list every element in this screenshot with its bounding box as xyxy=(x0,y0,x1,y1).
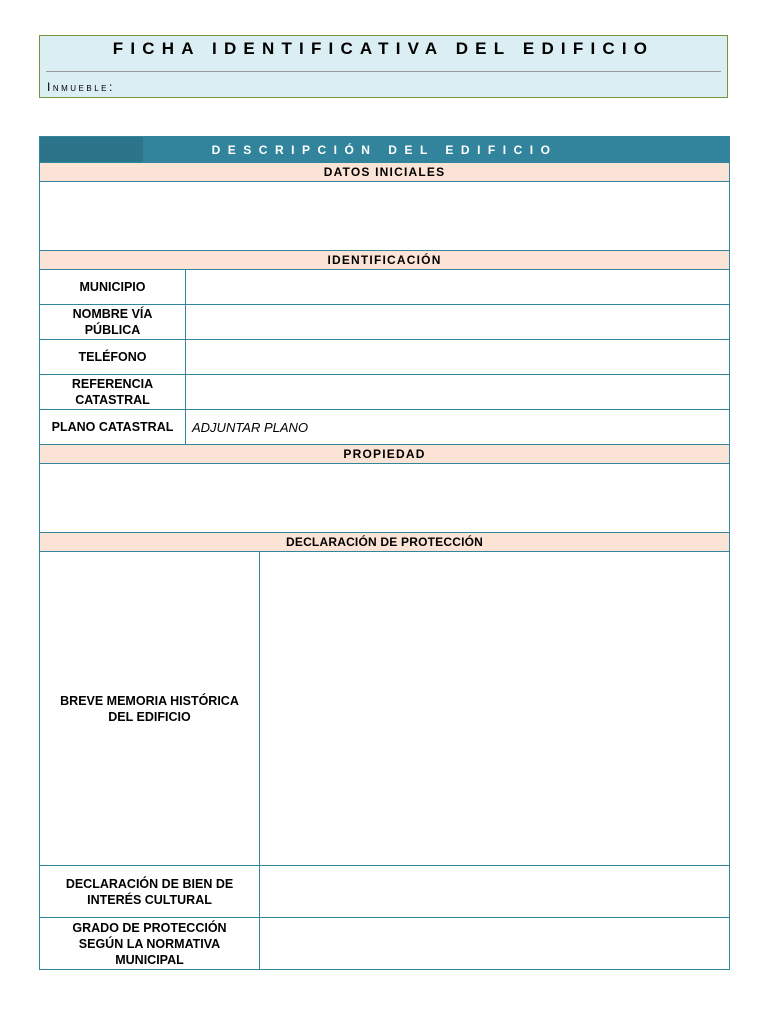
municipio-field[interactable] xyxy=(186,270,730,305)
page-title: FICHA IDENTIFICATIVA DEL EDIFICIO xyxy=(112,39,655,58)
memoria-label xyxy=(40,552,260,866)
bic-field[interactable] xyxy=(260,866,730,918)
header-box xyxy=(39,35,728,98)
description-banner xyxy=(40,137,730,163)
banner-shade xyxy=(40,137,143,162)
section-identificacion: IDENTIFICACIÓN xyxy=(40,251,730,270)
section-datos-iniciales: DATOS INICIALES xyxy=(40,163,730,182)
referencia-label-line2: CATASTRAL xyxy=(75,393,150,407)
bic-label-line2: INTERÉS CULTURAL xyxy=(87,892,212,907)
telefono-label: TELÉFONO xyxy=(40,340,186,375)
telefono-field[interactable] xyxy=(186,340,730,375)
datos-iniciales-field[interactable] xyxy=(40,182,730,251)
plano-field[interactable]: ADJUNTAR PLANO xyxy=(186,410,730,445)
grado-field[interactable] xyxy=(260,918,730,970)
municipio-label: MUNICIPIO xyxy=(40,270,186,305)
description-form xyxy=(39,136,729,970)
grado-label-line1: GRADO DE PROTECCIÓN xyxy=(72,920,227,935)
inmueble-label: Inmueble: xyxy=(47,80,115,94)
header-divider xyxy=(46,71,721,72)
nombre-via-label-line1: NOMBRE VÍA xyxy=(72,307,153,321)
bic-label-line1: DECLARACIÓN DE BIEN DE xyxy=(65,876,234,891)
grado-label-line2: SEGÚN LA NORMATIVA xyxy=(78,936,221,951)
section-declaracion: DECLARACIÓN DE PROTECCIÓN xyxy=(40,533,730,552)
section-propiedad: PROPIEDAD xyxy=(40,445,730,464)
bic-label xyxy=(40,866,260,918)
memoria-label-line2: DEL EDIFICIO xyxy=(108,709,191,724)
grado-label xyxy=(40,918,260,970)
referencia-label-line1: REFERENCIA xyxy=(71,377,154,391)
plano-label: PLANO CATASTRAL xyxy=(40,410,186,445)
grado-label-line3: MUNICIPAL xyxy=(115,952,184,967)
propiedad-field[interactable] xyxy=(40,464,730,533)
memoria-field[interactable] xyxy=(260,552,730,866)
memoria-label-line1: BREVE MEMORIA HISTÓRICA xyxy=(60,693,239,708)
nombre-via-label-line2: PÚBLICA xyxy=(84,323,141,337)
nombre-via-field[interactable] xyxy=(186,305,730,340)
referencia-field[interactable] xyxy=(186,375,730,410)
description-banner-text: DESCRIPCIÓN DEL EDIFICIO xyxy=(211,142,558,157)
referencia-label xyxy=(40,375,186,410)
nombre-via-label xyxy=(40,305,186,340)
